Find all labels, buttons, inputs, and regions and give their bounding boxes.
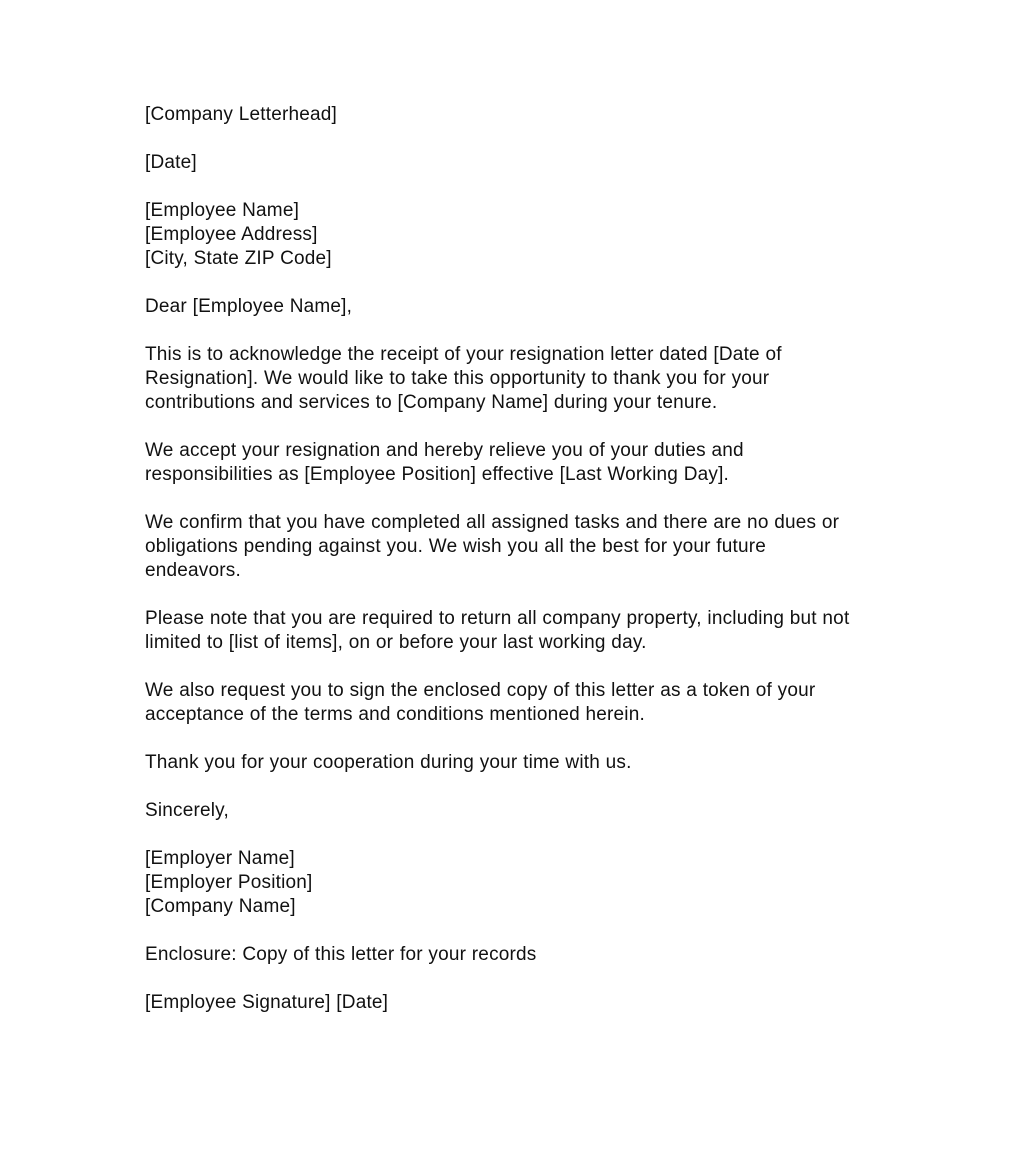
company-letterhead: [Company Letterhead] bbox=[145, 104, 337, 125]
letter-body bbox=[145, 103, 867, 1015]
body-paragraph-4: Please note that you are required to return all company property, including but not limited to [list of items], on or before your last working day. bbox=[145, 608, 850, 653]
signer-name: [Employer Name] bbox=[145, 848, 295, 869]
closing-block bbox=[145, 799, 867, 823]
letter-date-block bbox=[145, 151, 867, 175]
salutation-block bbox=[145, 295, 867, 319]
recipient-address-block bbox=[145, 199, 867, 271]
body-paragraph-1: This is to acknowledge the receipt of your resignation letter dated [Date of Resignation]. We would like to take this opportunity to thank you for your contributions and services to [Company Name] during your tenure. bbox=[145, 344, 782, 413]
recipient-city-state-zip: [City, State ZIP Code] bbox=[145, 248, 332, 269]
signer-block bbox=[145, 847, 867, 919]
body-paragraph-6: Thank you for your cooperation during your time with us. bbox=[145, 752, 632, 773]
employee-signature-line: [Employee Signature] [Date] bbox=[145, 992, 389, 1013]
enclosure-note: Enclosure: Copy of this letter for your records bbox=[145, 944, 537, 965]
enclosure-block bbox=[145, 943, 867, 967]
recipient-address: [Employee Address] bbox=[145, 224, 318, 245]
letter-date: [Date] bbox=[145, 152, 197, 173]
recipient-name: [Employee Name] bbox=[145, 200, 300, 221]
signer-position: [Employer Position] bbox=[145, 872, 313, 893]
body-paragraph-5: We also request you to sign the enclosed copy of this letter as a token of your acceptance of the terms and conditions mentioned herein. bbox=[145, 680, 816, 725]
salutation: Dear [Employee Name], bbox=[145, 296, 353, 317]
body-paragraph-2: We accept your resignation and hereby relieve you of your duties and responsibilities as [Employee Position] effective [Last Working Day]. bbox=[145, 440, 744, 485]
closing-salutation: Sincerely, bbox=[145, 800, 229, 821]
company-letterhead-block bbox=[145, 103, 867, 127]
body-paragraph-3: We confirm that you have completed all assigned tasks and there are no dues or obligations pending against you. We wish you all the best for your future endeavors. bbox=[145, 512, 840, 581]
signature-block bbox=[145, 991, 867, 1015]
signer-company: [Company Name] bbox=[145, 896, 296, 917]
